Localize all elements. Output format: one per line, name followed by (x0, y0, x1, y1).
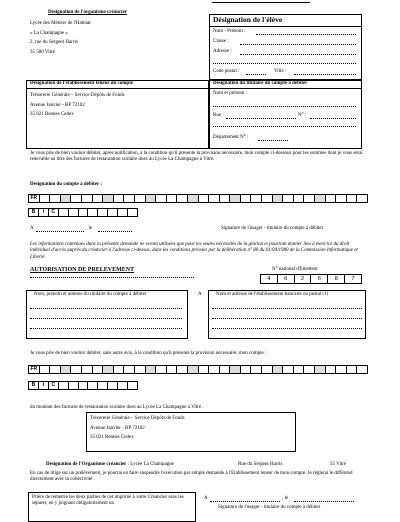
holder-number-label: N° : (298, 113, 307, 118)
bic-grid[interactable]: B I C (28, 208, 138, 217)
holder-street-label: Rue : (213, 113, 224, 118)
bank-heading: Désignation de l'établissement teneur du compte (30, 81, 134, 86)
creditor-line: 35 500 Vitré (30, 49, 55, 55)
bank-details (90, 414, 185, 443)
footer-date-label: , le (282, 496, 289, 501)
creditor-bottom-street: Rue du Sergent Harris (238, 462, 283, 467)
date-field[interactable] (98, 231, 132, 232)
dispute-text: En cas de litige sur un prélèvement, je pourrai en faire suspendre l'exécution par simple demande à l'Etablissement teneur de mon compte. Je réglerai le différend directement avec la collectivité . (30, 471, 353, 483)
student-name-label: Nom - Prénom : (213, 29, 246, 34)
bank-line: 35 021 Rennes Cedex (30, 112, 74, 117)
bank-heading-rule (26, 88, 209, 89)
student-class-label: Classe : (213, 39, 229, 44)
bank-line[interactable] (212, 328, 362, 329)
student-heading-rule (209, 26, 362, 27)
creditor-line: 2, rue du Sergent Harris (30, 40, 78, 45)
creditor-bottom-label: Désignation de l'Organisme créancier : Lycée La Champagne (46, 462, 174, 467)
student-city-label: Ville : (274, 69, 287, 74)
bank-details-line: Trésorerie Générale – Service Dépôts de Fonds (90, 416, 185, 421)
footer-signature: Signature de l'usager - titulaire du compte à débiter (218, 505, 321, 510)
bank-line: Avenue Janvier - BP 72102 (30, 102, 85, 108)
bank-line: Trésorerie Générale – Service Dépôts de Fonds (30, 93, 125, 98)
student-heading: Désignation de l'élève (213, 15, 283, 24)
holder-line[interactable] (30, 318, 182, 319)
authorization-title: AUTORISATION DE PRELEVEMENT (30, 267, 135, 273)
student-city-field[interactable] (294, 74, 356, 75)
date-label: , le (86, 226, 93, 231)
student-class-field[interactable] (240, 44, 356, 45)
creditor-address (30, 19, 91, 57)
footer-date-field[interactable] (294, 501, 354, 502)
creditor-line: Lycée des Métiers de l'Habitat (30, 21, 91, 26)
emitter-label: N° national d'Emetteur (272, 267, 318, 272)
holder-number-field[interactable] (310, 118, 356, 119)
student-address-field-2[interactable] (213, 63, 356, 64)
bic-grid-2[interactable]: B I C (28, 381, 138, 390)
a-label: A (198, 292, 202, 297)
iban-grid-2[interactable]: FR (28, 365, 368, 374)
holder-name-field[interactable] (213, 106, 356, 107)
holder-line[interactable] (30, 328, 182, 329)
authorization-rule (30, 277, 194, 278)
iban-prefix: FR (29, 195, 40, 202)
student-address-field[interactable] (240, 54, 356, 55)
student-postcode-label: Code postal : (213, 69, 240, 74)
holder-dept-label: Département N° : (213, 135, 249, 140)
holder-name-label: Nom et prénom : (213, 91, 248, 96)
student-postcode-field[interactable] (246, 74, 266, 75)
holder-street-field[interactable] (226, 118, 296, 119)
account-label: Désignation du compte à débiter : (30, 182, 102, 187)
bank-details-line: Avenue Janvier - BP 72102 (90, 425, 145, 431)
holder-dept-field[interactable] (258, 140, 288, 141)
authorization-text: Je vous prie de bien vouloir débiter, sans autre avis, à la condition qu'il présente la provision nécessaire, mon compte : (30, 351, 267, 356)
creditor-line: « La Champagne » (30, 30, 68, 36)
request-text: Je vous prie de bien vouloir débiter, après notification, à la condition qu'il présente la provision nécessaire, mon compte ci-dessous pour les sommes dont je vous serai redevable au titre des factures de restauration scolaire dues au Lycée La Champagne à Vitré. (30, 151, 363, 163)
emitter-number: 4 6 2 6 8 7 (260, 274, 362, 284)
bank-line[interactable] (212, 318, 362, 319)
bank-line[interactable] (212, 308, 362, 309)
place-label: A (30, 226, 34, 231)
legal-text: Les informations contenues dans la présente demande ne seront utilisées que pour les seules nécessités de la gestion et pourront donner lieu à exercice du droit individuel d'accès auprès du créancier à l'adresse ci-dessus, dans les conditions prévues par la délibération n° 80 du 01/04/1980 de la Commission Informatique et Liberté. (30, 242, 358, 260)
account-holder-heading: Désignation du titulaire du compte à débiter (213, 81, 308, 86)
signature-label: Signature de l'usager - titulaire du compte à débiter (221, 226, 324, 231)
student-name-field[interactable] (256, 34, 356, 35)
student-address-label: Adresse : (213, 49, 232, 54)
account-holder-heading-rule (209, 88, 362, 89)
creditor-bottom-city: 35 Vitré (330, 462, 347, 467)
footer-place-field[interactable] (210, 501, 280, 502)
bank-details-line: 35 021 Rennes Cedex (90, 435, 134, 440)
place-field[interactable] (36, 231, 84, 232)
footer-notice: Prière de remettre les deux parties de cet imprimé à votre Créancier sans les séparer, en y joignant obligatoirement un (32, 495, 184, 507)
iban-grid[interactable] (28, 194, 368, 203)
holder-caption: Nom, prénom et adresse du titulaire du compte à débiter (34, 292, 147, 297)
creditor-heading: Désignation de l'organisme créancier (48, 10, 128, 15)
footer-place-label: A (204, 496, 208, 501)
amount-text: du montant des factures de restauration scolaire dues au Lycée La Champagne à Vitré . (30, 405, 204, 410)
holder-address-field-2[interactable] (213, 126, 356, 127)
bank-caption: Nom et adresse de l'établissement bancaire ou postal (1) (216, 292, 329, 297)
holder-line[interactable] (30, 308, 182, 309)
bank-address (30, 91, 125, 120)
top-rule (212, 2, 310, 3)
